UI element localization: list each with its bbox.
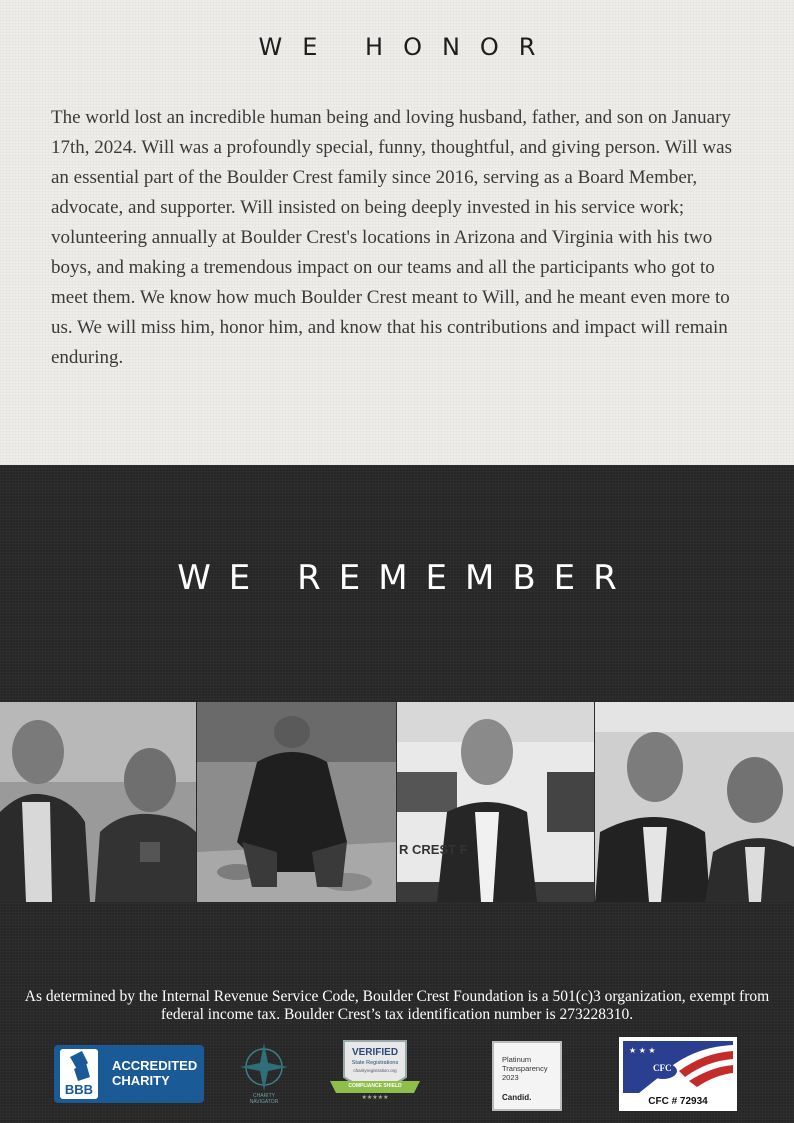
- tax-exempt-note: As determined by the Internal Revenue Service Code, Boulder Crest Foundation is a 501(c)3 organization, exempt from federal income tax. Boulder Crest’s tax identification number is 273228310.: [24, 988, 770, 1023]
- cfc-flag-logo-icon: [619, 1037, 737, 1095]
- photo-crouching-man: [197, 702, 396, 902]
- svg-text:★ ★ ★: ★ ★ ★: [629, 1046, 656, 1055]
- bbb-line2: CHARITY: [112, 1073, 170, 1088]
- photo-man-bus: [397, 702, 594, 902]
- honor-heading: WE HONOR: [258, 33, 556, 61]
- bbb-line1: ACCREDITED: [112, 1058, 198, 1073]
- tribute-paragraph: The world lost an incredible human being and loving husband, father, and son on January 17th, 2024. Will was a profoundly special, funny, thoughtful, and giving person. Will was an essential part of the Boulder Crest family since 2016, serving as a Board Member, advocate, and supporter. Will insisted on being deeply invested in his service work; volunteering annually at Boulder Crest's locations in Arizona and Virginia with his two boys, and making a tremendous impact on our teams and all the participants who got to meet them. We know how much Boulder Crest meant to Will, and he meant even more to us. We will miss him, honor him, and know that his contributions and impact will remain enduring.: [51, 107, 732, 368]
- remember-section: [0, 465, 794, 1123]
- bus-text: R CREST F: [399, 842, 468, 857]
- bbb-torch-icon: BBB: [60, 1049, 98, 1099]
- photo-two-men-suits: [595, 702, 794, 902]
- honor-section: [0, 0, 794, 465]
- compass-star-icon: [232, 1039, 296, 1095]
- photo-two-men-uniform: [0, 702, 196, 902]
- badge-row: [0, 1035, 794, 1115]
- remember-heading: WE REMEMBER: [177, 558, 635, 598]
- verified-compliance-badge[interactable]: VERIFIED State Registrations charityregistration.org COMPLIANCE SHIELD ★★★★★: [330, 1037, 420, 1107]
- photo-strip: [0, 702, 794, 902]
- candid-transparency-badge[interactable]: Platinum Transparency 2023 Candid.: [492, 1041, 562, 1111]
- bbb-accredited-badge[interactable]: [54, 1045, 204, 1103]
- cfc-badge[interactable]: ★ ★ ★ CFC CFC # 72934: [619, 1037, 737, 1111]
- charity-navigator-badge[interactable]: CHARITY NAVIGATOR: [232, 1039, 296, 1105]
